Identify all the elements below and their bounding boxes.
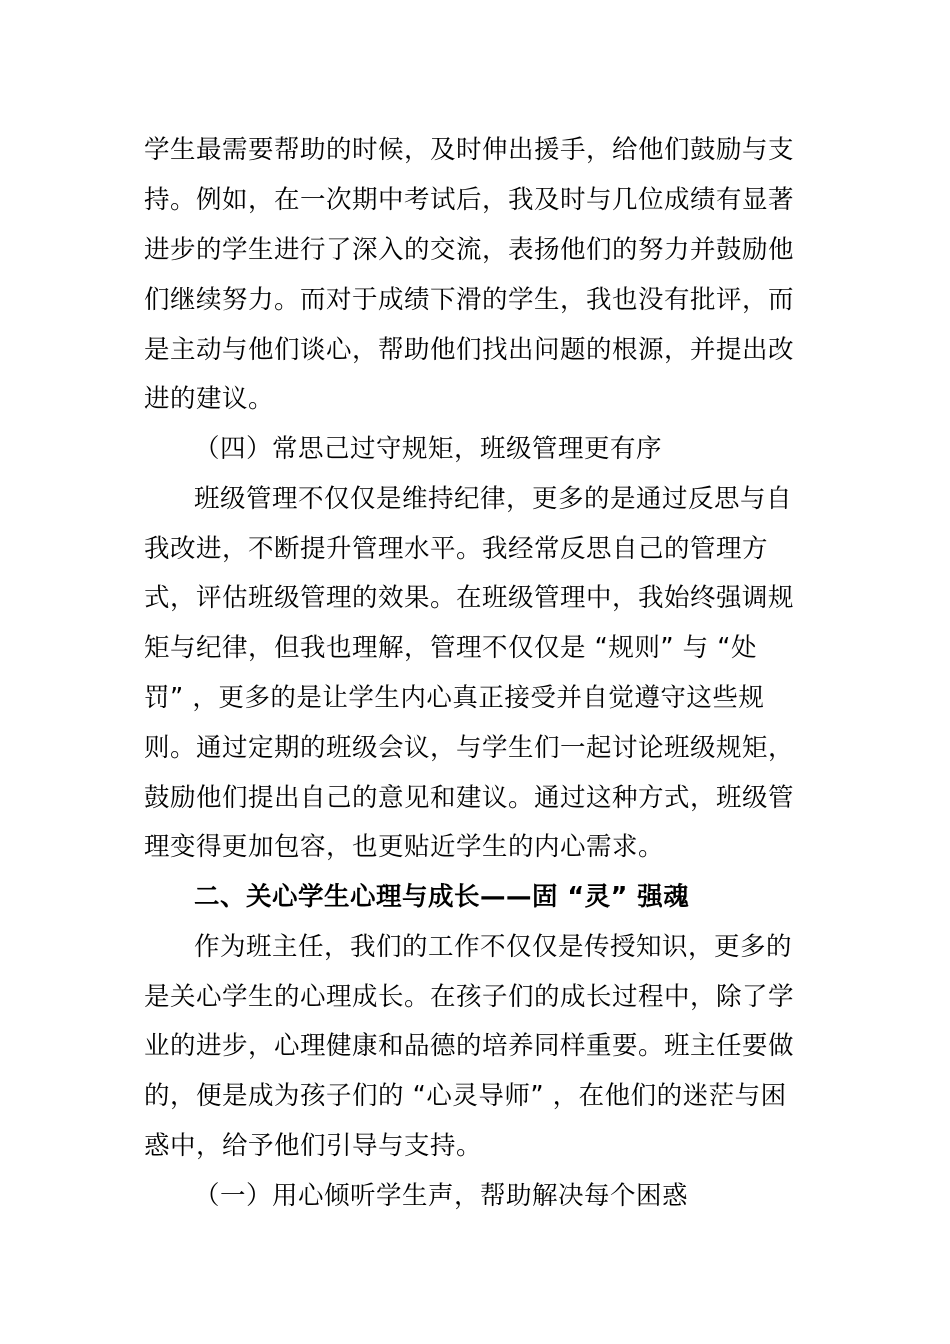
subsection-heading: （一）用心倾听学生声，帮助解决每个困惑 <box>194 1181 689 1211</box>
body-text-line: 是主动与他们谈心，帮助他们找出问题的根源，并提出改 <box>144 335 795 365</box>
body-text-line: 理变得更加包容，也更贴近学生的内心需求。 <box>144 832 665 862</box>
body-text-line: 我改进，不断提升管理水平。我经常反思自己的管理方 <box>144 534 769 564</box>
body-text-line: 进步的学生进行了深入的交流，表扬他们的努力并鼓励他 <box>144 235 795 265</box>
body-text-line: 进的建议。 <box>144 384 275 414</box>
body-text-line: 班级管理不仅仅是维持纪律，更多的是通过反思与自 <box>194 484 793 514</box>
body-text-line: 们继续努力。而对于成绩下滑的学生，我也没有批评，而 <box>144 285 795 315</box>
body-text-line: 学生最需要帮助的时候，及时伸出援手，给他们鼓励与支 <box>144 135 795 165</box>
body-text-line: 持。例如，在一次期中考试后，我及时与几位成绩有显著 <box>144 185 795 215</box>
body-text-line: 式，评估班级管理的效果。在班级管理中，我始终强调规 <box>144 583 795 613</box>
body-text-line: 罚” ，更多的是让学生内心真正接受并自觉遵守这些规 <box>144 683 765 713</box>
body-text-line: 作为班主任，我们的工作不仅仅是传授知识，更多的 <box>194 932 793 962</box>
body-text-line: 矩与纪律，但我也理解，管理不仅仅是 “规则” 与 “处 <box>144 633 757 663</box>
body-text-line: 惑中，给予他们引导与支持。 <box>144 1131 483 1161</box>
body-text-line: 则。通过定期的班级会议，与学生们一起讨论班级规矩， <box>144 733 795 763</box>
section-heading: 二、关心学生心理与成长——固 “灵” 强魂 <box>194 882 690 912</box>
body-text-line: 业的进步，心理健康和品德的培养同样重要。班主任要做 <box>144 1031 795 1061</box>
subsection-heading: （四）常思己过守规矩，班级管理更有序 <box>194 434 663 464</box>
body-text-line: 是关心学生的心理成长。在孩子们的成长过程中，除了学 <box>144 982 795 1012</box>
body-text-line: 的，便是成为孩子们的 “心灵导师” ，在他们的迷茫与困 <box>144 1081 787 1111</box>
body-text-line: 鼓励他们提出自己的意见和建议。通过这种方式，班级管 <box>144 783 795 813</box>
